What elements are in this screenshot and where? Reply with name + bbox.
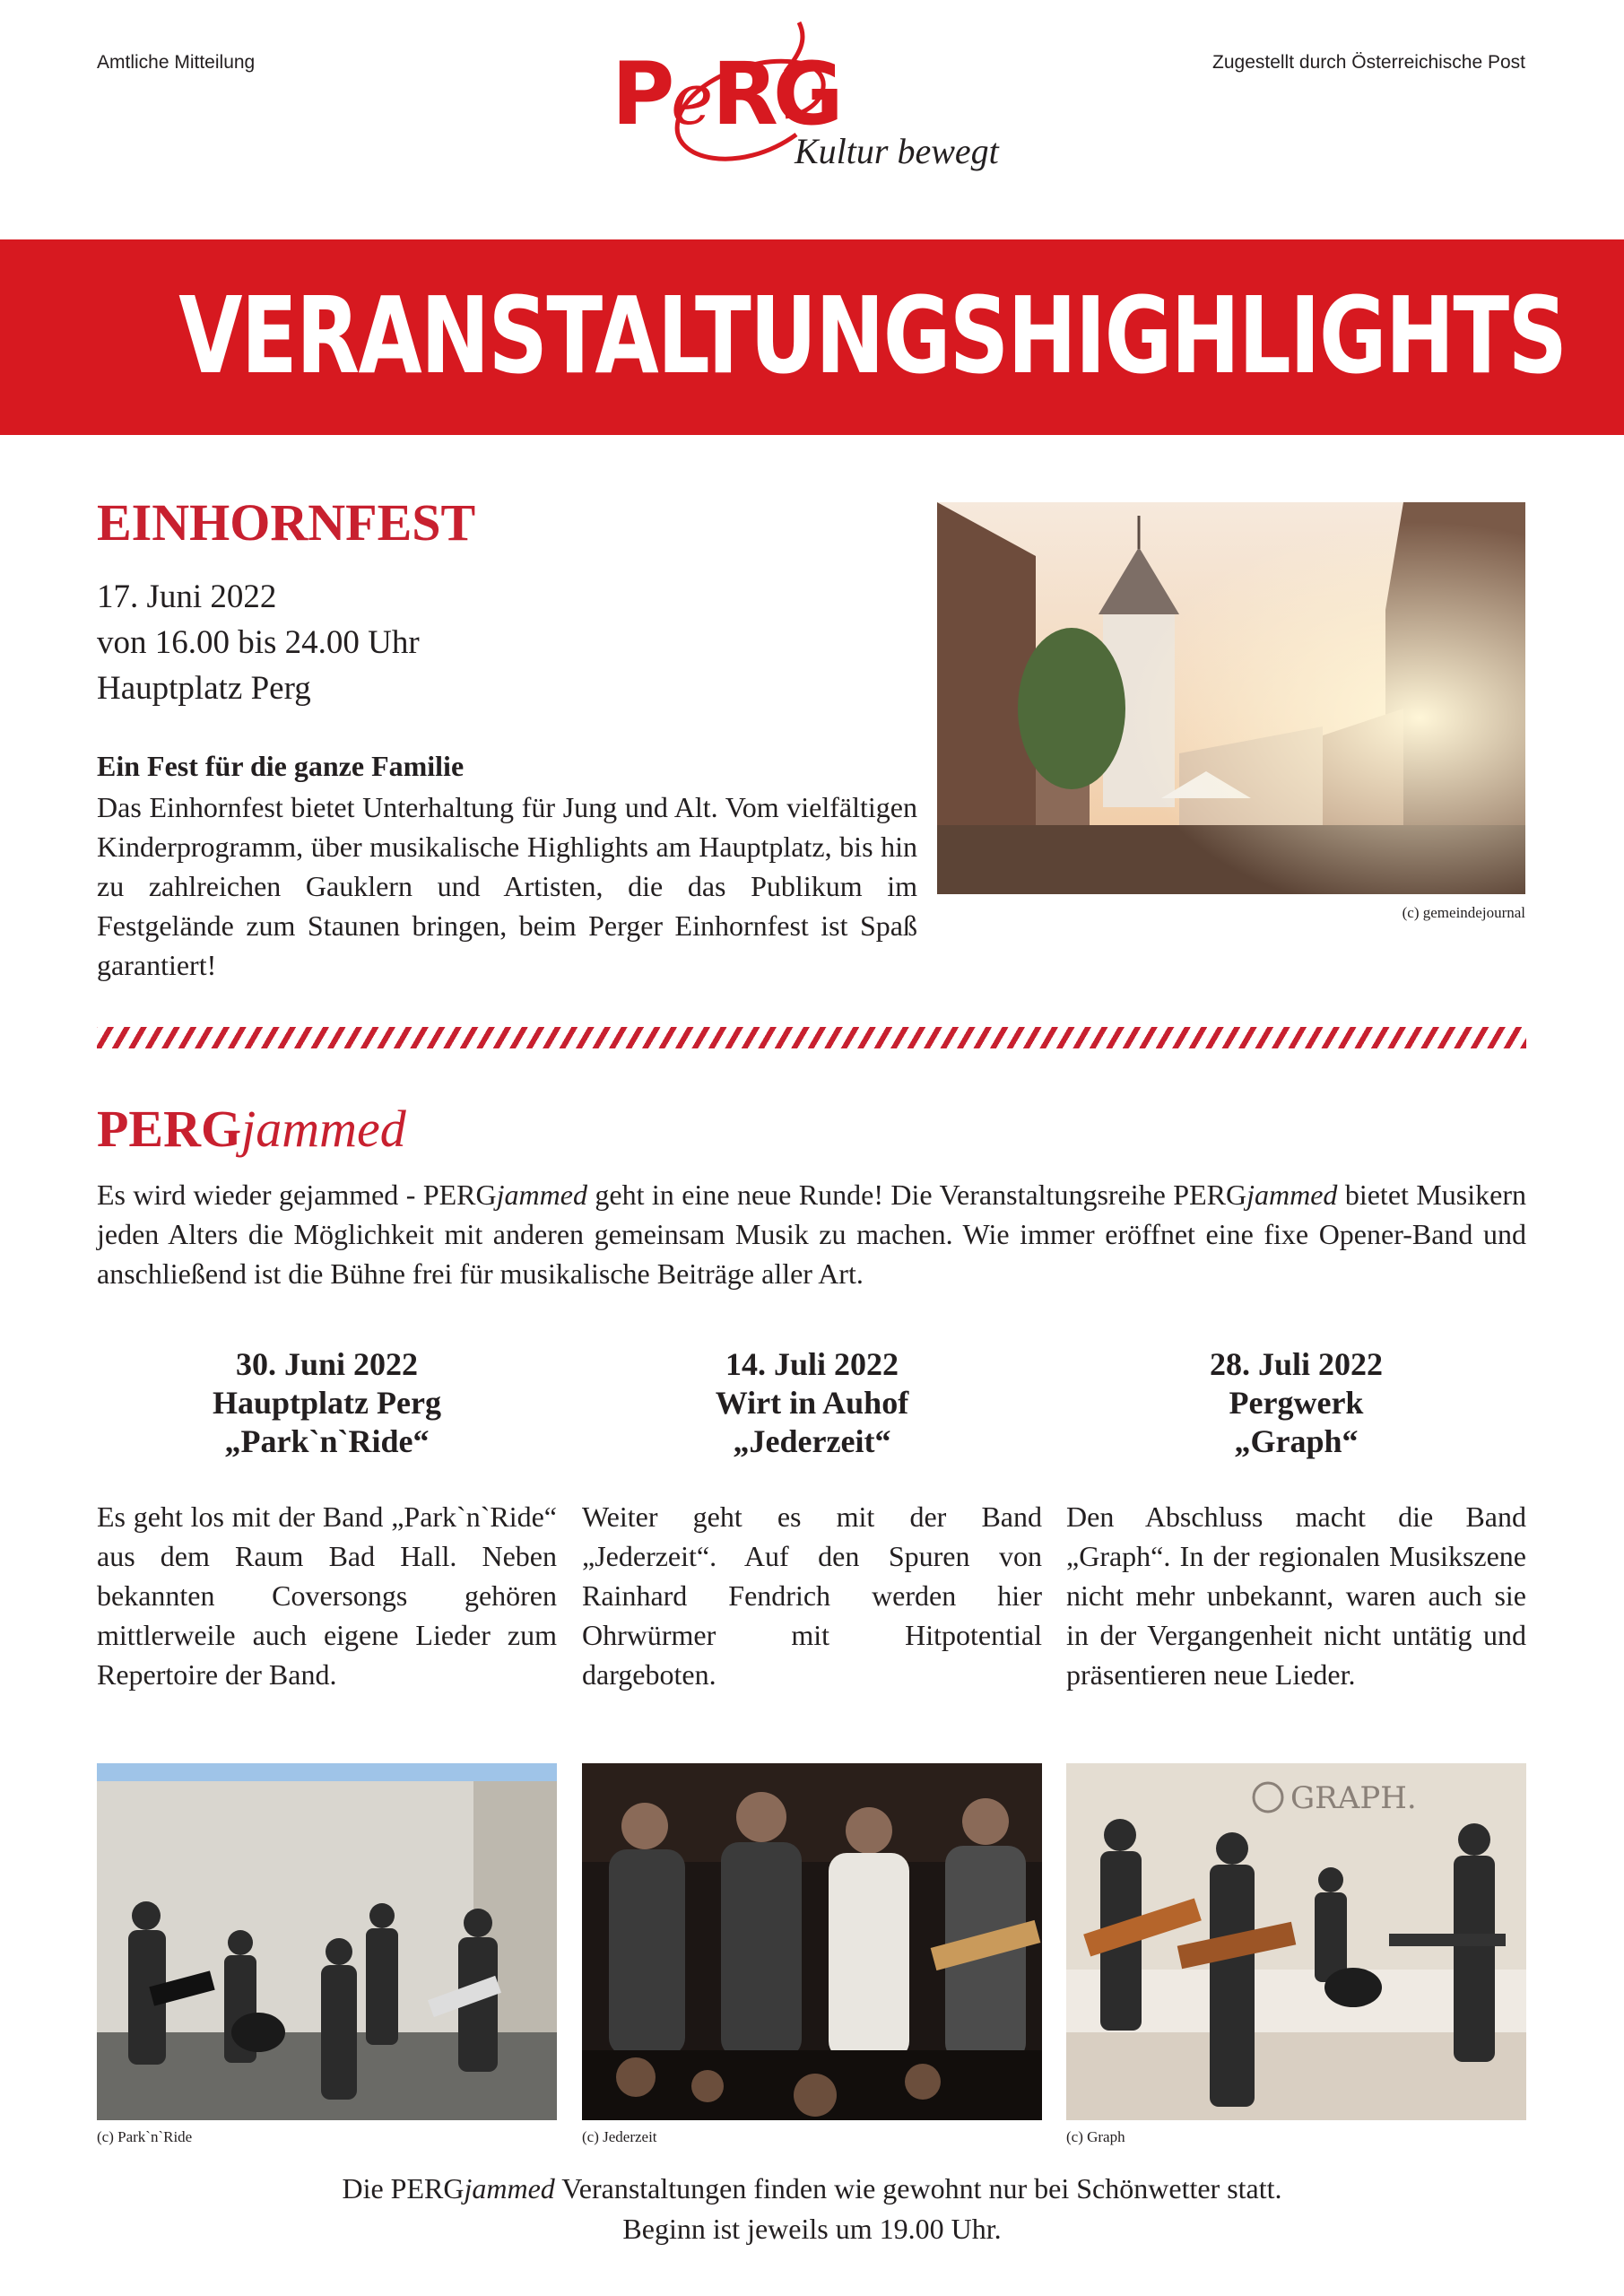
graph-banner-text: GRAPH. [1290,1780,1417,1816]
parknride-photo [97,1763,557,2120]
footer-part: Die PERG [342,2172,465,2205]
event-venue: Wirt in Auhof [715,1385,909,1421]
footer-part: Veranstaltungen finden wie gewohnt nur bei Schönwetter statt. [554,2172,1282,2205]
official-notice: Amtliche Mitteilung [97,52,256,73]
jederzeit-photo [582,1763,1042,2120]
intro-part-italic: jammed [496,1178,587,1211]
postal-notice: Zugestellt durch Österreichische Post [1212,52,1525,73]
event-band: „Graph“ [1234,1423,1359,1459]
section-divider [97,1027,1526,1048]
svg-text:Kultur bewegt: Kultur bewegt [795,131,999,171]
intro-part: bietet Musikern jeden Alters die Möglichkeit mit anderen gemeinsam Musik zu machen. Wie immer eröffnet eine fixe Opener-Band und anschließend ist die Bühne frei für musikalische Beiträge aller Art. [97,1178,1527,1290]
event-venue: Pergwerk [1229,1385,1364,1421]
footer-line-1 [0,2169,1624,2209]
footer-part-italic: jammed [464,2172,555,2205]
pergjammed-title [97,1100,406,1159]
einhornfest-time: von 16.00 bis 24.00 Uhr [97,624,420,661]
einhornfest-photo-caption: (c) gemeindejournal [1402,904,1525,921]
event-text: Weiter geht es mit der Band „Jederzeit“. Auf den Spuren von Rainhard Fendrich werden hier Ohrwürmer mit Hitpotential dargeboten. [582,1500,1042,1691]
pergjammed-title-italic: jammed [241,1100,406,1158]
event-band: „Park`n`Ride“ [224,1423,430,1459]
footer-line-2: Beginn ist jeweils um 19.00 Uhr. [622,2213,1002,2245]
event-column-2 [582,1345,1042,1694]
perg-logo [606,18,1019,188]
einhornfest-place: Hauptplatz Perg [97,670,311,707]
graph-photo-caption: (c) Graph [1066,2128,1125,2145]
event-date: 30. Juni 2022 [235,1346,419,1382]
banner-title: VERANSTALTUNGSHIGHLIGHTS [178,274,1567,397]
einhornfest-date: 17. Juni 2022 [97,578,277,615]
event-band: „Jederzeit“ [733,1423,891,1459]
graph-photo [1066,1763,1526,2120]
intro-part-italic: jammed [1246,1178,1338,1211]
event-text: Den Abschluss macht die Band „Graph“. In der regionalen Musikszene nicht mehr unbekannt, waren auch sie in der Vergangenheit nicht untätig und präsentieren neue Lieder. [1066,1500,1526,1691]
event-column-3 [1066,1345,1526,1694]
event-text: Es geht los mit der Band „Park`n`Ride“ aus dem Raum Bad Hall. Neben bekannten Coversongs gehören mittlerweile auch eigene Lieder zum Repertoire der Band. [97,1500,557,1691]
einhornfest-text: Das Einhornfest bietet Unterhaltung für Jung und Alt. Vom vielfältigen Kinderprogramm, über musikalische Highlights am Hauptplatz, bis hin zu zahlreichen Gauklern und Artisten, die das Publikum im Festgelände zum Staunen bringen, beim Perger Einhornfest ist Spaß garantiert! [97,791,917,981]
svg-text:e: e [671,57,714,141]
svg-text:P: P [612,44,672,144]
highlights-banner [0,239,1624,435]
intro-part: geht in eine neue Runde! Die Veranstaltungsreihe PERG [586,1178,1247,1211]
einhornfest-photo [937,502,1525,894]
pergjammed-title-main: PERG [97,1100,242,1158]
event-venue: Hauptplatz Perg [213,1385,441,1421]
svg-text:RG: RG [712,44,838,144]
pergjammed-intro [97,1175,1526,1293]
intro-part: Es wird wieder gejammed - PERG [97,1178,497,1211]
jederzeit-photo-caption: (c) Jederzeit [582,2128,657,2145]
einhornfest-title: EINHORNFEST [97,493,476,552]
event-column-1 [97,1345,557,1694]
event-date: 14. Juli 2022 [725,1346,899,1382]
parknride-photo-caption: (c) Park`n`Ride [97,2128,193,2145]
event-date: 28. Juli 2022 [1209,1346,1384,1382]
einhornfest-subtitle: Ein Fest für die ganze Familie [97,750,465,782]
